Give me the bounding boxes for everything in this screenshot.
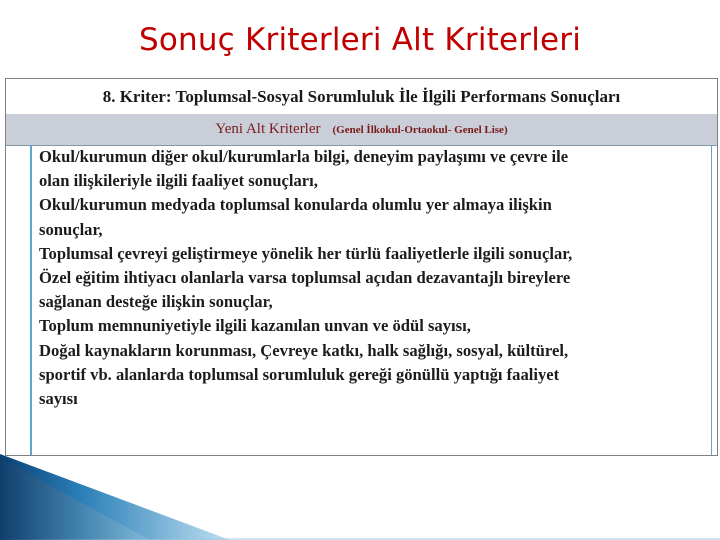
criteria-table (5, 78, 718, 456)
table-header: 8. Kriter: Toplumsal-Sosyal Sorumluluk İle İlgili Performans Sonuçları (6, 79, 717, 115)
text-line: Okul/kurumun medyada toplumsal konularda olumlu yer almaya ilişkin (39, 195, 552, 215)
criteria-list (39, 145, 689, 411)
right-column (711, 145, 717, 455)
text-line: sağlanan desteğe ilişkin sonuçlar, (39, 292, 273, 312)
table-subheader (6, 114, 717, 146)
left-column (6, 145, 32, 455)
subheader-note: (Genel İlkokul-Ortaokul- Genel Lise) (332, 123, 508, 136)
subheader-label: Yeni Alt Kriterler (215, 121, 321, 137)
text-line: Özel eğitim ihtiyacı olanlarla varsa toplumsal açıdan dezavantajlı bireylere (39, 268, 571, 288)
text-line: Okul/kurumun diğer okul/kurumlarla bilgi, deneyim paylaşımı ve çevre ile (39, 147, 569, 166)
text-line: sayısı (39, 389, 78, 409)
text-line: sportif vb. alanlarda toplumsal sorumluluk gereği gönüllü yaptığı faaliyet (39, 364, 560, 384)
text-line: olan ilişkileriyle ilgili faaliyet sonuçları, (39, 171, 318, 191)
text-line: Toplum memnuniyetiyle ilgili kazanılan unvan ve ödül sayısı, (39, 316, 471, 336)
slide-title: Sonuç Kriterleri Alt Kriterleri (138, 22, 582, 58)
decorative-swoosh (0, 448, 720, 540)
text-line: Toplumsal çevreyi geliştirmeye yönelik her türlü faaliyetlerle ilgili sonuçlar, (39, 243, 573, 263)
text-line: sonuçlar, (39, 219, 103, 239)
text-line: Doğal kaynakların korunması, Çevreye katkı, halk sağlığı, sosyal, kültürel, (39, 340, 569, 360)
